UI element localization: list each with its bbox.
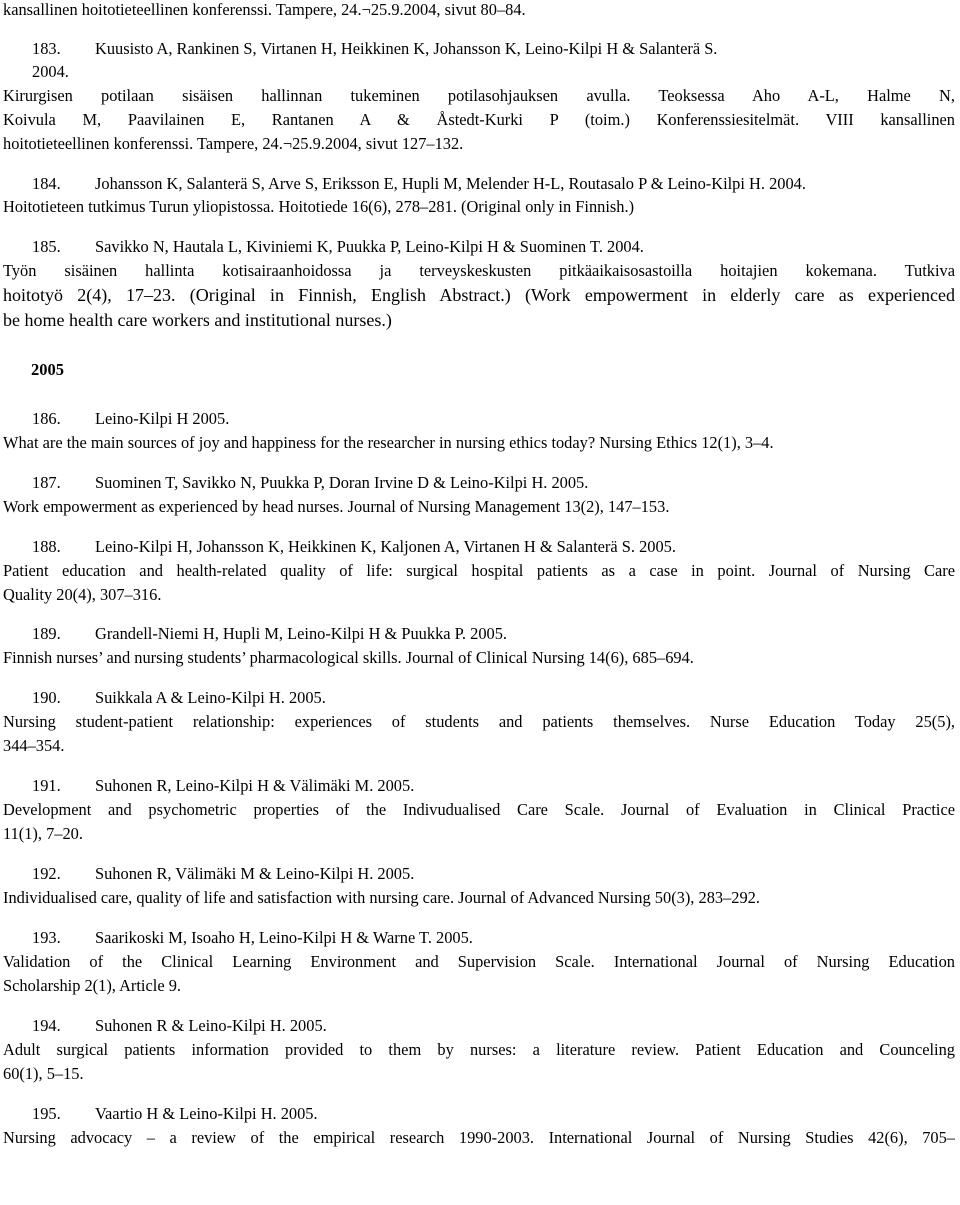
reference-183-header: [32, 39, 717, 59]
reference-number: 191.: [32, 776, 61, 795]
reference-195-title: Nursing advocacy – a review of the empirical research 1990-2003. International Journal of Nursing Studies 42(6), 705–: [3, 1128, 955, 1147]
reference-number: 185.: [32, 237, 61, 256]
reference-193-header: [32, 928, 473, 948]
reference-184-title: Hoitotieteen tutkimus Turun yliopistossa. Hoitotiede 16(6), 278–281. (Original only in Finnish.): [3, 197, 635, 216]
reference-number: 183.: [32, 39, 61, 58]
reference-authors: Vaartio H & Leino-Kilpi H. 2005.: [95, 1104, 318, 1123]
year-heading: 2005: [31, 360, 64, 379]
reference-183-source-cont: hoitotieteellinen konferenssi. Tampere, 24.¬25.9.2004, sivut 127–132.: [3, 134, 464, 153]
reference-193-source: Scholarship 2(1), Article 9.: [3, 976, 181, 995]
reference-189-title: Finnish nurses’ and nursing students’ pharmacological skills. Journal of Clinical Nursing 14(6), 685–694.: [3, 648, 694, 667]
reference-189-header: [32, 624, 507, 644]
reference-authors: Suhonen R, Välimäki M & Leino-Kilpi H. 2005.: [95, 864, 415, 883]
reference-authors: Leino-Kilpi H 2005.: [95, 409, 230, 428]
reference-authors: Suhonen R, Leino-Kilpi H & Välimäki M. 2005.: [95, 776, 415, 795]
reference-191-source: 11(1), 7–20.: [3, 824, 83, 843]
reference-187-title: Work empowerment as experienced by head nurses. Journal of Nursing Management 13(2), 147–153.: [3, 497, 670, 516]
reference-191-header: [32, 776, 414, 796]
reference-186-title: What are the main sources of joy and happiness for the researcher in nursing ethics today? Nursing Ethics 12(1), 3–4.: [3, 433, 774, 452]
reference-authors: Suominen T, Savikko N, Puukka P, Doran Irvine D & Leino-Kilpi H. 2005.: [95, 473, 589, 492]
reference-number: 195.: [32, 1104, 61, 1123]
reference-authors: Grandell-Niemi H, Hupli M, Leino-Kilpi H & Puukka P. 2005.: [95, 624, 508, 643]
reference-authors: Suhonen R & Leino-Kilpi H. 2005.: [95, 1016, 327, 1035]
reference-183-source: Koivula M, Paavilainen E, Rantanen A & Åstedt-Kurki P (toim.) Konferenssiesitelmät. VIII kansallinen: [3, 110, 955, 129]
reference-authors: Savikko N, Hautala L, Kiviniemi K, Puukka P, Leino-Kilpi H & Suominen T. 2004.: [95, 237, 644, 256]
reference-authors: Kuusisto A, Rankinen S, Virtanen H, Heikkinen K, Johansson K, Leino-Kilpi H & Salanterä S.: [95, 39, 718, 58]
reference-authors: Suikkala A & Leino-Kilpi H. 2005.: [95, 688, 326, 707]
reference-185-header: [32, 237, 644, 257]
reference-number: 189.: [32, 624, 61, 643]
reference-183-title: Kirurgisen potilaan sisäisen hallinnan tukeminen potilasohjauksen avulla. Teoksessa Aho A-L, Halme N,: [3, 86, 955, 105]
reference-194-header: [32, 1016, 327, 1036]
reference-192-header: [32, 864, 414, 884]
reference-194-title: Adult surgical patients information provided to them by nurses: a literature review. Patient Education and Counceling: [3, 1040, 955, 1059]
reference-186-header: [32, 409, 229, 429]
reference-number: 190.: [32, 688, 61, 707]
reference-185-source-cont: be home health care workers and institutional nurses.): [3, 310, 392, 330]
reference-190-title: Nursing student-patient relationship: experiences of students and patients themselves. Nurse Education Today 25(5),: [3, 712, 955, 731]
reference-authors: Saarikoski M, Isoaho H, Leino-Kilpi H & Warne T. 2005.: [95, 928, 473, 947]
reference-194-source: 60(1), 5–15.: [3, 1064, 84, 1083]
reference-number: 187.: [32, 473, 61, 492]
reference-192-title: Individualised care, quality of life and satisfaction with nursing care. Journal of Advanced Nursing 50(3), 283–292.: [3, 888, 760, 907]
reference-193-title: Validation of the Clinical Learning Environment and Supervision Scale. International Journal of Nursing Education: [3, 952, 955, 971]
reference-authors: Leino-Kilpi H, Johansson K, Heikkinen K, Kaljonen A, Virtanen H & Salanterä S. 2005.: [95, 537, 676, 556]
reference-190-header: [32, 688, 326, 708]
reference-183-year: 2004.: [32, 62, 69, 81]
reference-number: 188.: [32, 537, 61, 556]
reference-188-title: Patient education and health-related quality of life: surgical hospital patients as a case in point. Journal of Nursing Care: [3, 561, 955, 580]
reference-195-header: [32, 1104, 318, 1124]
reference-187-header: [32, 473, 588, 493]
reference-190-source: 344–354.: [3, 736, 65, 755]
document-page: [3, 0, 955, 1205]
reference-number: 184.: [32, 174, 61, 193]
reference-188-header: [32, 537, 676, 557]
reference-185-source: hoitotyö 2(4), 17–23. (Original in Finnish, English Abstract.) (Work empowerment in elderly care as experienced: [3, 285, 955, 305]
reference-authors: Johansson K, Salanterä S, Arve S, Eriksson E, Hupli M, Melender H-L, Routasalo P & Leino-Kilpi H. 2004.: [95, 174, 806, 193]
reference-number: 193.: [32, 928, 61, 947]
text-line: kansallinen hoitotieteellinen konferenssi. Tampere, 24.¬25.9.2004, sivut 80–84.: [3, 0, 526, 19]
reference-188-source: Quality 20(4), 307–316.: [3, 585, 162, 604]
reference-number: 194.: [32, 1016, 61, 1035]
reference-184-header: [32, 174, 806, 194]
reference-number: 192.: [32, 864, 61, 883]
reference-number: 186.: [32, 409, 61, 428]
reference-185-title: Työn sisäinen hallinta kotisairaanhoidossa ja terveyskeskusten pitkäaikaisosastoilla hoitajien kokemana. Tutkiva: [3, 261, 955, 280]
reference-191-title: Development and psychometric properties of the Indivudualised Care Scale. Journal of Evaluation in Clinical Practice: [3, 800, 955, 819]
